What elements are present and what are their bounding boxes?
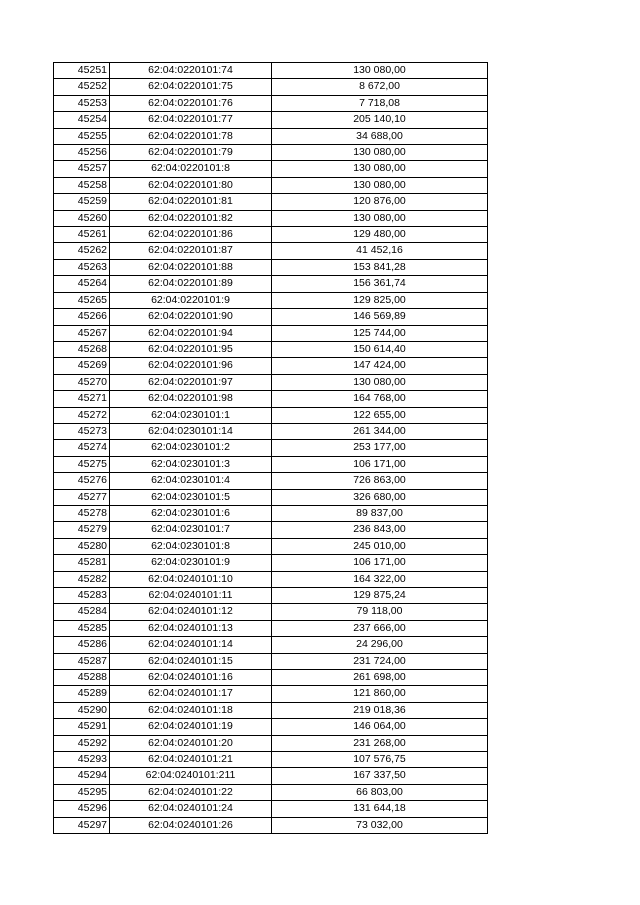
row-number-cell: 45259	[54, 194, 110, 210]
value-cell: 89 837,00	[272, 505, 488, 521]
cadastral-number-cell: 62:04:0240101:16	[110, 670, 272, 686]
cadastral-number-cell: 62:04:0220101:94	[110, 325, 272, 341]
cadastral-number-cell: 62:04:0230101:7	[110, 522, 272, 538]
row-number-cell: 45256	[54, 145, 110, 161]
table-row	[54, 637, 488, 653]
row-number-cell: 45288	[54, 670, 110, 686]
value-cell: 7 718,08	[272, 95, 488, 111]
cadastral-number-cell: 62:04:0240101:211	[110, 768, 272, 784]
table-row	[54, 784, 488, 800]
cadastral-number-cell: 62:04:0240101:21	[110, 752, 272, 768]
cadastral-number-cell: 62:04:0220101:80	[110, 177, 272, 193]
cadastral-number-cell: 62:04:0220101:77	[110, 112, 272, 128]
row-number-cell: 45254	[54, 112, 110, 128]
table-row	[54, 95, 488, 111]
table-row	[54, 686, 488, 702]
value-cell: 129 875,24	[272, 588, 488, 604]
cadastral-number-cell: 62:04:0230101:9	[110, 555, 272, 571]
row-number-cell: 45294	[54, 768, 110, 784]
value-cell: 164 322,00	[272, 571, 488, 587]
table-row	[54, 210, 488, 226]
table-row	[54, 735, 488, 751]
row-number-cell: 45289	[54, 686, 110, 702]
value-cell: 107 576,75	[272, 752, 488, 768]
cadastral-number-cell: 62:04:0230101:1	[110, 407, 272, 423]
value-cell: 150 614,40	[272, 341, 488, 357]
value-cell: 129 825,00	[272, 292, 488, 308]
cadastral-number-cell: 62:04:0220101:81	[110, 194, 272, 210]
table-row	[54, 341, 488, 357]
table-row	[54, 309, 488, 325]
row-number-cell: 45263	[54, 259, 110, 275]
table-row	[54, 374, 488, 390]
row-number-cell: 45261	[54, 227, 110, 243]
value-cell: 130 080,00	[272, 374, 488, 390]
row-number-cell: 45251	[54, 63, 110, 79]
cadastral-number-cell: 62:04:0220101:89	[110, 276, 272, 292]
cadastral-number-cell: 62:04:0240101:11	[110, 588, 272, 604]
table-row	[54, 752, 488, 768]
row-number-cell: 45280	[54, 538, 110, 554]
table-row	[54, 112, 488, 128]
cadastral-number-cell: 62:04:0240101:15	[110, 653, 272, 669]
table-row	[54, 719, 488, 735]
row-number-cell: 45275	[54, 456, 110, 472]
value-cell: 237 666,00	[272, 620, 488, 636]
table-row	[54, 768, 488, 784]
table-row	[54, 817, 488, 833]
cadastral-number-cell: 62:04:0240101:24	[110, 801, 272, 817]
value-cell: 129 480,00	[272, 227, 488, 243]
value-cell: 122 655,00	[272, 407, 488, 423]
table-body	[54, 63, 488, 834]
table-row	[54, 423, 488, 439]
value-cell: 130 080,00	[272, 161, 488, 177]
value-cell: 146 569,89	[272, 309, 488, 325]
table-row	[54, 555, 488, 571]
cadastral-number-cell: 62:04:0230101:5	[110, 489, 272, 505]
cadastral-number-cell: 62:04:0230101:4	[110, 473, 272, 489]
table-row	[54, 276, 488, 292]
value-cell: 205 140,10	[272, 112, 488, 128]
cadastral-number-cell: 62:04:0220101:96	[110, 358, 272, 374]
row-number-cell: 45266	[54, 309, 110, 325]
value-cell: 156 361,74	[272, 276, 488, 292]
value-cell: 34 688,00	[272, 128, 488, 144]
value-cell: 146 064,00	[272, 719, 488, 735]
value-cell: 106 171,00	[272, 555, 488, 571]
cadastral-number-cell: 62:04:0240101:20	[110, 735, 272, 751]
table-row	[54, 161, 488, 177]
value-cell: 236 843,00	[272, 522, 488, 538]
cadastral-number-cell: 62:04:0240101:10	[110, 571, 272, 587]
row-number-cell: 45260	[54, 210, 110, 226]
cadastral-number-cell: 62:04:0240101:18	[110, 702, 272, 718]
row-number-cell: 45277	[54, 489, 110, 505]
row-number-cell: 45278	[54, 505, 110, 521]
value-cell: 726 863,00	[272, 473, 488, 489]
value-cell: 106 171,00	[272, 456, 488, 472]
cadastral-number-cell: 62:04:0220101:86	[110, 227, 272, 243]
value-cell: 73 032,00	[272, 817, 488, 833]
row-number-cell: 45276	[54, 473, 110, 489]
table-row	[54, 177, 488, 193]
table-row	[54, 325, 488, 341]
value-cell: 261 344,00	[272, 423, 488, 439]
value-cell: 121 860,00	[272, 686, 488, 702]
table-row	[54, 194, 488, 210]
value-cell: 131 644,18	[272, 801, 488, 817]
table-row	[54, 571, 488, 587]
value-cell: 41 452,16	[272, 243, 488, 259]
row-number-cell: 45293	[54, 752, 110, 768]
cadastral-number-cell: 62:04:0220101:75	[110, 79, 272, 95]
row-number-cell: 45286	[54, 637, 110, 653]
value-cell: 167 337,50	[272, 768, 488, 784]
table-row	[54, 522, 488, 538]
row-number-cell: 45273	[54, 423, 110, 439]
cadastral-number-cell: 62:04:0220101:88	[110, 259, 272, 275]
row-number-cell: 45283	[54, 588, 110, 604]
cadastral-number-cell: 62:04:0240101:26	[110, 817, 272, 833]
cadastral-number-cell: 62:04:0240101:22	[110, 784, 272, 800]
cadastral-value-table	[53, 62, 488, 834]
table-row	[54, 653, 488, 669]
row-number-cell: 45257	[54, 161, 110, 177]
value-cell: 261 698,00	[272, 670, 488, 686]
row-number-cell: 45255	[54, 128, 110, 144]
cadastral-number-cell: 62:04:0240101:17	[110, 686, 272, 702]
cadastral-number-cell: 62:04:0220101:98	[110, 391, 272, 407]
cadastral-number-cell: 62:04:0220101:95	[110, 341, 272, 357]
cadastral-number-cell: 62:04:0220101:87	[110, 243, 272, 259]
table-row	[54, 128, 488, 144]
table-row	[54, 259, 488, 275]
table-row	[54, 473, 488, 489]
cadastral-number-cell: 62:04:0230101:8	[110, 538, 272, 554]
table-row	[54, 391, 488, 407]
cadastral-number-cell: 62:04:0220101:8	[110, 161, 272, 177]
value-cell: 130 080,00	[272, 210, 488, 226]
row-number-cell: 45297	[54, 817, 110, 833]
cadastral-number-cell: 62:04:0230101:14	[110, 423, 272, 439]
cadastral-number-cell: 62:04:0220101:97	[110, 374, 272, 390]
row-number-cell: 45252	[54, 79, 110, 95]
table-row	[54, 79, 488, 95]
table-row	[54, 145, 488, 161]
value-cell: 326 680,00	[272, 489, 488, 505]
row-number-cell: 45268	[54, 341, 110, 357]
value-cell: 245 010,00	[272, 538, 488, 554]
table-row	[54, 588, 488, 604]
table-row	[54, 489, 488, 505]
cadastral-number-cell: 62:04:0220101:76	[110, 95, 272, 111]
table-row	[54, 440, 488, 456]
table-row	[54, 243, 488, 259]
value-cell: 231 268,00	[272, 735, 488, 751]
table-row	[54, 358, 488, 374]
table-row	[54, 801, 488, 817]
cadastral-number-cell: 62:04:0230101:6	[110, 505, 272, 521]
value-cell: 231 724,00	[272, 653, 488, 669]
row-number-cell: 45296	[54, 801, 110, 817]
value-cell: 79 118,00	[272, 604, 488, 620]
table-row	[54, 620, 488, 636]
value-cell: 130 080,00	[272, 63, 488, 79]
cadastral-number-cell: 62:04:0230101:2	[110, 440, 272, 456]
cadastral-number-cell: 62:04:0220101:78	[110, 128, 272, 144]
row-number-cell: 45292	[54, 735, 110, 751]
row-number-cell: 45272	[54, 407, 110, 423]
row-number-cell: 45269	[54, 358, 110, 374]
row-number-cell: 45270	[54, 374, 110, 390]
row-number-cell: 45279	[54, 522, 110, 538]
cadastral-number-cell: 62:04:0220101:9	[110, 292, 272, 308]
table-row	[54, 538, 488, 554]
row-number-cell: 45295	[54, 784, 110, 800]
cadastral-number-cell: 62:04:0220101:74	[110, 63, 272, 79]
value-cell: 147 424,00	[272, 358, 488, 374]
cadastral-number-cell: 62:04:0220101:82	[110, 210, 272, 226]
table-row	[54, 456, 488, 472]
value-cell: 153 841,28	[272, 259, 488, 275]
value-cell: 24 296,00	[272, 637, 488, 653]
row-number-cell: 45290	[54, 702, 110, 718]
table-row	[54, 604, 488, 620]
table-row	[54, 505, 488, 521]
value-cell: 219 018,36	[272, 702, 488, 718]
row-number-cell: 45253	[54, 95, 110, 111]
value-cell: 130 080,00	[272, 145, 488, 161]
cadastral-number-cell: 62:04:0240101:19	[110, 719, 272, 735]
value-cell: 164 768,00	[272, 391, 488, 407]
value-cell: 253 177,00	[272, 440, 488, 456]
row-number-cell: 45291	[54, 719, 110, 735]
cadastral-number-cell: 62:04:0220101:90	[110, 309, 272, 325]
row-number-cell: 45274	[54, 440, 110, 456]
table-row	[54, 407, 488, 423]
table-row	[54, 670, 488, 686]
row-number-cell: 45284	[54, 604, 110, 620]
cadastral-number-cell: 62:04:0230101:3	[110, 456, 272, 472]
row-number-cell: 45262	[54, 243, 110, 259]
table-row	[54, 63, 488, 79]
row-number-cell: 45265	[54, 292, 110, 308]
value-cell: 125 744,00	[272, 325, 488, 341]
row-number-cell: 45282	[54, 571, 110, 587]
value-cell: 130 080,00	[272, 177, 488, 193]
row-number-cell: 45264	[54, 276, 110, 292]
row-number-cell: 45267	[54, 325, 110, 341]
value-cell: 8 672,00	[272, 79, 488, 95]
table-row	[54, 292, 488, 308]
table-row	[54, 227, 488, 243]
row-number-cell: 45287	[54, 653, 110, 669]
cadastral-number-cell: 62:04:0240101:12	[110, 604, 272, 620]
row-number-cell: 45285	[54, 620, 110, 636]
cadastral-number-cell: 62:04:0240101:14	[110, 637, 272, 653]
value-cell: 120 876,00	[272, 194, 488, 210]
row-number-cell: 45271	[54, 391, 110, 407]
cadastral-number-cell: 62:04:0220101:79	[110, 145, 272, 161]
row-number-cell: 45281	[54, 555, 110, 571]
row-number-cell: 45258	[54, 177, 110, 193]
value-cell: 66 803,00	[272, 784, 488, 800]
cadastral-number-cell: 62:04:0240101:13	[110, 620, 272, 636]
table-row	[54, 702, 488, 718]
